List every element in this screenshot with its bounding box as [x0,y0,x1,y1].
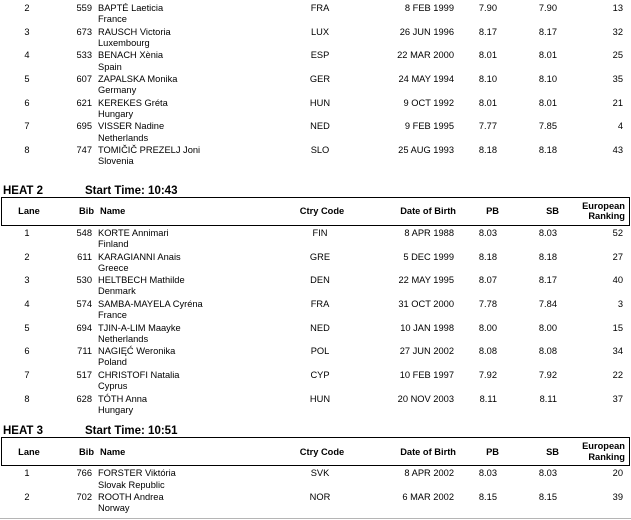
pb-cell: 8.15 [478,492,497,502]
table-header-row [1,437,630,466]
pb-cell: 8.01 [478,97,497,108]
bib-cell: 559 [76,3,92,13]
athlete-row [0,3,631,27]
col-header-lane: Lane [18,446,40,457]
bib-cell: 673 [76,26,92,37]
date-of-birth-cell: 22 MAY 1995 [398,275,454,286]
sb-cell: 8.10 [538,74,557,85]
col-header-european-ranking: European Ranking [582,441,625,462]
bib-cell: 695 [76,121,92,132]
athlete-row [0,27,631,51]
bib-cell: 517 [76,369,92,380]
athlete-country: Netherlands [98,132,149,143]
date-of-birth-cell: 27 JUN 2002 [399,346,454,357]
country-code-cell: NOR [309,492,331,502]
bib-cell: 628 [76,393,92,404]
bib-cell: 607 [76,74,92,85]
date-of-birth-cell: 26 JUN 1996 [399,26,454,37]
european-ranking-cell: 3 [617,298,623,309]
country-code-cell: FRA [310,3,330,13]
athlete-name: KARAGIANNI Anais [98,251,181,262]
athlete-country: Slovak Republic [98,479,165,490]
sb-cell: 8.15 [538,492,557,502]
lane-cell: 7 [24,369,30,380]
col-header-lane: Lane [18,206,40,217]
date-of-birth-cell: 22 MAR 2000 [397,50,454,61]
name-cell [92,74,290,96]
country-code-cell: GRE [309,251,331,262]
col-header-pb: PB [486,206,499,217]
bib-cell: 548 [76,227,92,238]
european-ranking-cell: 32 [612,26,623,37]
country-code-cell: NED [310,322,330,333]
heat3-title-line [0,423,631,437]
sb-cell: 8.00 [538,322,557,333]
european-ranking-cell: 21 [612,97,623,108]
date-of-birth-cell: 31 OCT 2000 [398,298,454,309]
date-of-birth-cell: 6 MAR 2002 [402,492,454,502]
lane-cell: 6 [24,97,30,108]
col-header-ctry-code: Ctry Code [299,206,345,217]
athlete-country: Hungary [98,108,134,119]
european-ranking-cell: 52 [612,227,623,238]
country-code-cell: SVK [310,468,330,479]
pb-cell: 8.11 [479,393,497,404]
bib-cell: 711 [77,346,92,357]
name-cell [92,492,290,514]
bib-cell: 694 [76,322,92,333]
date-of-birth-cell: 20 NOV 2003 [397,393,454,404]
date-of-birth-cell: 24 MAY 1994 [398,74,454,85]
sb-cell: 8.08 [538,346,557,357]
sb-cell: 8.18 [538,145,557,156]
athlete-name: CHRISTOFI Natalia [98,369,180,380]
heat2-header-slot [0,197,631,226]
heat3-rows [0,468,631,515]
athlete-country: Hungary [98,404,134,415]
athlete-row [0,121,631,145]
athlete-name: KORTE Annimari [98,227,169,238]
sb-cell: 8.03 [538,227,557,238]
lane-cell: 1 [24,468,30,479]
athlete-row [0,394,631,418]
athlete-country: Netherlands [98,333,149,344]
athlete-name: BAPTÉ Laeticia [98,3,164,13]
athlete-name: FORSTER Viktória [98,468,176,479]
col-header-name: Name [100,446,126,457]
date-of-birth-cell: 8 FEB 1999 [404,3,454,13]
european-ranking-cell: 15 [612,322,623,333]
athlete-country: Cyprus [98,381,128,392]
athlete-country: Poland [98,357,127,368]
date-of-birth-cell: 9 FEB 1995 [404,121,454,132]
athlete-row [0,299,631,323]
european-ranking-cell: 13 [612,3,623,13]
lane-cell: 2 [24,3,30,13]
col-header-ctry-code: Ctry Code [299,446,345,457]
lane-cell: 7 [24,121,30,132]
pb-cell: 7.90 [478,3,497,13]
name-cell [92,299,290,321]
pb-cell: 8.00 [478,322,497,333]
pb-cell: 7.92 [478,369,497,380]
name-cell [92,323,290,345]
european-ranking-cell: 43 [612,145,623,156]
european-ranking-cell: 22 [612,369,623,380]
sb-cell: 8.01 [538,50,557,61]
athlete-name: RAUSCH Victoria [98,26,171,37]
athlete-name: TJIN-A-LIM Maayke [98,322,181,333]
col-header-sb: SB [546,206,559,217]
european-ranking-cell: 25 [612,50,623,61]
date-of-birth-cell: 9 OCT 1992 [403,97,454,108]
european-ranking-cell: 34 [612,346,623,357]
lane-cell: 6 [24,346,30,357]
pb-cell: 8.03 [478,227,497,238]
name-cell [92,228,290,250]
name-cell [92,468,290,490]
athlete-country: Slovenia [98,156,134,167]
athlete-country: Finland [98,239,129,250]
lane-cell: 4 [24,50,30,61]
athlete-row [0,98,631,122]
col-header-date-of-birth: Date of Birth [400,446,456,457]
name-cell [92,394,290,416]
athlete-name: TOMIČIČ PREZELJ Joni [98,145,201,156]
athlete-row [0,50,631,74]
country-code-cell: FRA [310,298,330,309]
country-code-cell: DEN [310,275,330,286]
sb-cell: 7.84 [538,298,557,309]
table-header-row [1,197,630,226]
athlete-name: ROOTH Andrea [98,492,164,502]
date-of-birth-cell: 10 FEB 1997 [399,369,454,380]
date-of-birth-cell: 25 AUG 1993 [398,145,454,156]
bib-cell: 702 [76,492,92,502]
country-code-cell: GER [309,74,331,85]
date-of-birth-cell: 5 DEC 1999 [403,251,454,262]
bib-cell: 766 [76,468,92,479]
heat3-header-slot [0,437,631,466]
athlete-country: Luxembourg [98,37,150,48]
european-ranking-cell: 20 [612,468,623,479]
pb-cell: 8.10 [478,74,497,85]
athlete-country: Norway [98,503,130,514]
european-ranking-cell: 40 [612,275,623,286]
european-ranking-cell: 37 [612,393,623,404]
athlete-row [0,74,631,98]
lane-cell: 2 [24,492,30,502]
sb-cell: 7.85 [538,121,557,132]
country-code-cell: HUN [309,393,331,404]
european-ranking-cell: 35 [612,74,623,85]
heat3-label: HEAT 3 [3,425,44,438]
date-of-birth-cell: 10 JAN 1998 [400,322,454,333]
name-cell [92,145,290,167]
athlete-row [0,492,631,516]
lane-cell: 8 [24,145,30,156]
country-code-cell: LUX [310,26,330,37]
name-cell [92,275,290,297]
country-code-cell: FIN [312,227,328,238]
sb-cell: 8.03 [538,468,557,479]
pb-cell: 8.18 [478,145,497,156]
pb-cell: 7.77 [478,121,497,132]
athlete-name: VISSER Nadine [98,121,165,132]
pb-cell: 8.08 [478,346,497,357]
bib-cell: 621 [76,97,92,108]
athlete-country: Greece [98,262,129,273]
athlete-country: Spain [98,61,122,72]
athlete-country: Denmark [98,286,136,297]
heat2-label: HEAT 2 [3,184,44,197]
sb-cell: 8.17 [538,26,557,37]
country-code-cell: NED [310,121,330,132]
country-code-cell: ESP [310,50,330,61]
col-header-european-ranking: European Ranking [582,200,625,222]
col-header-bib: Bib [79,206,94,217]
pb-cell: 8.17 [478,26,497,37]
col-header-date-of-birth: Date of Birth [400,206,456,217]
name-cell [92,370,290,392]
athlete-name: SAMBA-MAYELA Cyréna [98,298,203,309]
sb-cell: 8.11 [539,393,557,404]
athlete-row [0,323,631,347]
col-header-sb: SB [546,446,559,457]
country-code-cell: SLO [310,145,330,156]
athlete-name: NAGIĘĆ Weronika [98,346,176,357]
athlete-name: TÓTH Anna [98,393,148,404]
athlete-name: KEREKES Gréta [98,97,168,108]
lane-cell: 4 [24,298,30,309]
sb-cell: 8.18 [538,251,557,262]
athlete-row [0,145,631,169]
european-ranking-cell: 39 [612,492,623,502]
bib-cell: 574 [76,298,92,309]
heat2-title-line [0,183,631,197]
name-cell [92,3,290,25]
pb-cell: 8.18 [478,251,497,262]
bottom-rule [0,518,631,519]
athlete-row [0,228,631,252]
athlete-row [0,346,631,370]
athlete-name: ZAPALSKA Monika [98,74,178,85]
lane-cell: 2 [24,251,30,262]
athlete-row [0,370,631,394]
sb-cell: 8.17 [538,275,557,286]
european-ranking-cell: 4 [617,121,623,132]
pb-cell: 8.01 [478,50,497,61]
name-cell [92,27,290,49]
heat1-rows [0,3,631,169]
date-of-birth-cell: 8 APR 2002 [404,468,454,479]
col-header-pb: PB [486,446,499,457]
name-cell [92,252,290,274]
european-ranking-cell: 27 [612,251,623,262]
heat2-rows [0,228,631,418]
pb-cell: 7.78 [478,298,497,309]
sb-cell: 8.01 [538,97,557,108]
lane-cell: 3 [24,26,30,37]
athlete-country: France [98,14,127,25]
name-cell [92,50,290,72]
sb-cell: 7.92 [538,369,557,380]
date-of-birth-cell: 8 APR 1988 [404,227,454,238]
athlete-row [0,252,631,276]
col-header-name: Name [100,206,126,217]
bib-cell: 530 [76,275,92,286]
name-cell [92,121,290,143]
heat3-start-time: Start Time: 10:51 [85,425,178,438]
sb-cell: 7.90 [538,3,557,13]
bib-cell: 747 [76,145,92,156]
athlete-name: BENACH Xènia [98,50,164,61]
lane-cell: 3 [24,275,30,286]
athlete-country: France [98,310,127,321]
country-code-cell: HUN [309,97,331,108]
athlete-country: Germany [98,85,137,96]
col-header-bib: Bib [79,446,94,457]
bib-cell: 611 [77,251,92,262]
country-code-cell: POL [310,346,330,357]
athlete-row [0,468,631,492]
name-cell [92,98,290,120]
pb-cell: 8.07 [478,275,497,286]
country-code-cell: CYP [310,369,330,380]
heat2-start-time: Start Time: 10:43 [85,184,178,197]
pb-cell: 8.03 [478,468,497,479]
lane-cell: 1 [24,227,30,238]
lane-cell: 5 [24,322,30,333]
lane-cell: 5 [24,74,30,85]
bib-cell: 533 [76,50,92,61]
athlete-row [0,275,631,299]
lane-cell: 8 [24,393,30,404]
athlete-name: HELTBECH Mathilde [98,275,185,286]
name-cell [92,346,290,368]
